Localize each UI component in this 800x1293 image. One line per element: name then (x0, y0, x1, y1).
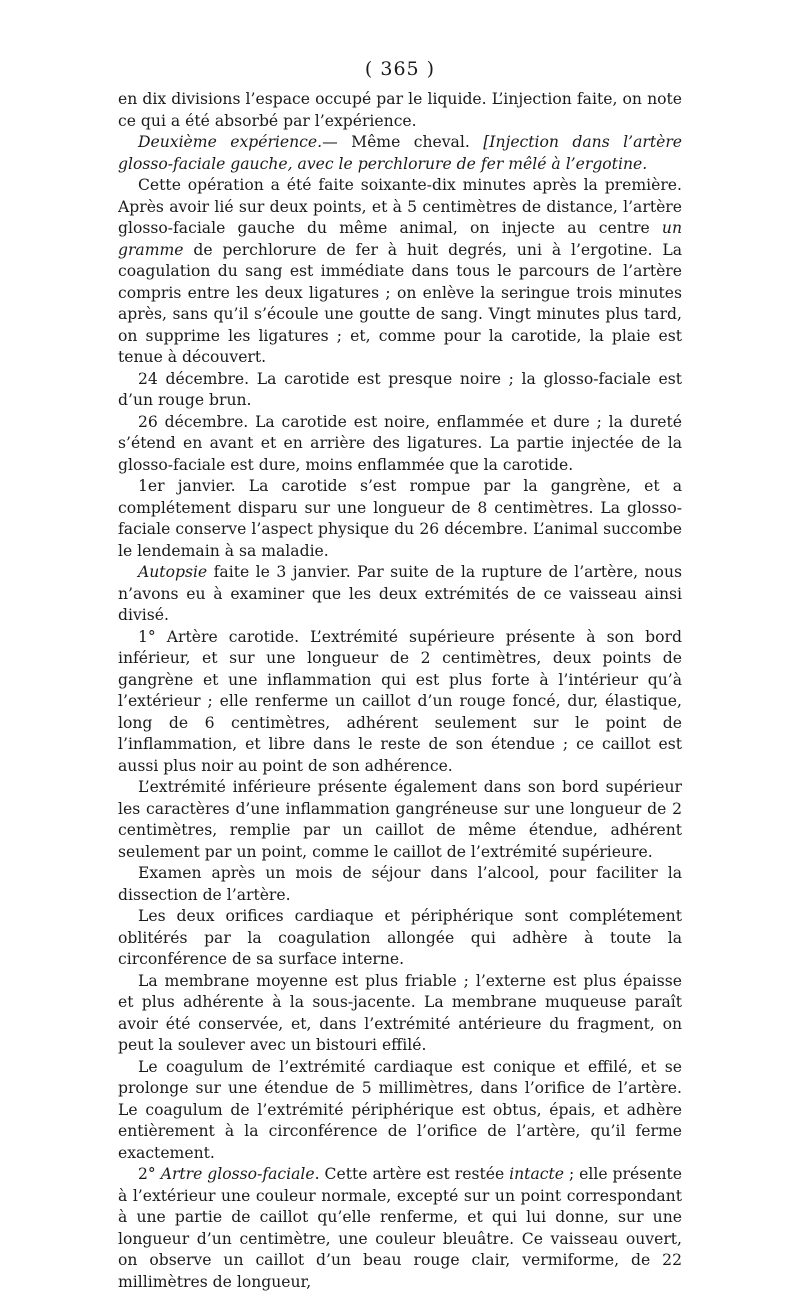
text-run: faite le 3 janvier. Par suite de la rupture de l’artère, nous n’avons eu à examiner que les deux extrémités de ce vaisseau ainsi divisé. (118, 563, 682, 624)
text-run: Le coagulum de l’extrémité cardiaque est conique et effilé, et se prolonge sur une étendue de 5 millimètres, dans l’orifice de l’artère. Le coagulum de l’extrémité périphérique est obtus, épais, et adhère entièrement à la circonférence de l’orifice de l’artère, qu’il ferme exactement. (118, 1057, 682, 1162)
text-run: Les deux orifices cardiaque et périphérique sont complétement oblitérés par la coagulation allongée qui adhère à toute la circonférence de sa surface interne. (118, 907, 682, 968)
paragraph (118, 971, 682, 1057)
paragraph (118, 562, 682, 627)
text-run: L’extrémité inférieure présente également dans son bord supérieur les caractères d’une inflammation gangréneuse sur une longueur de 2 centimètres, remplie par un caillot de même étendue, adhérent seulement par un point, comme le caillot de l’extrémité supérieure. (118, 778, 682, 861)
paragraph (118, 906, 682, 971)
italic-text: un gramme (118, 219, 682, 259)
paragraph (118, 476, 682, 562)
italic-text: [Injection dans l’artère glosso-faciale gauche, avec le perchlorure de fer mêlé à l’ergotine. (118, 133, 682, 173)
text-run: La membrane moyenne est plus friable ; l’externe est plus épaisse et plus adhérente à la sous-jacente. La membrane muqueuse paraît avoir été conservée, et, dans l’extrémité antérieure du fragment, on peut la soulever avec un bistouri effilé. (118, 971, 682, 1054)
text-run: de perchlorure de fer à huit degrés, uni à l’ergotine. La coagulation du sang est immédiate dans tous le parcours de l’artère compris entre les deux ligatures ; on enlève la seringue trois minutes après, sans qu’il s’écoule une goutte de sang. Vingt minutes plus tard, on supprime les ligatures ; et, comme pour la carotide, la plaie est tenue à découvert. (118, 240, 682, 366)
body-text (118, 89, 682, 1293)
text-run: — Même cheval. (322, 133, 484, 151)
text-run: ; elle présente à l’extérieur une couleur normale, excepté sur un point correspondant à une partie de caillot qu’elle renferme, et qui lui donne, sur une longueur d’un centimètre, une couleur bleuâtre. Ce vaisseau ouvert, on observe un caillot d’un beau rouge clair, vermiforme, de 22 millimètres de longueur, (118, 1165, 682, 1291)
italic-text: Autopsie (138, 563, 208, 581)
paragraph (118, 1057, 682, 1165)
text-run: en dix divisions l’espace occupé par le liquide. L’injection faite, on note ce qui a été absorbé par l’expérience. (118, 90, 682, 130)
text-run: 26 décembre. La carotide est noire, enflammée et dure ; la dureté s’étend en avant et en arrière des ligatures. La partie injectée de la glosso-faciale est dure, moins enflammée que la carotide. (118, 412, 682, 474)
italic-text: Deuxième expérience. (138, 133, 323, 151)
text-run: 1° Artère carotide. L’extrémité supérieure présente à son bord inférieur, et sur une longueur de 2 centimètres, deux points de gangrène et une inflammation qui est plus forte à l’intérieur qu’à l’extérieur ; elle renferme un caillot d’un rouge foncé, dur, élastique, long de 6 centimètres, adhérent seulement sur le point de l’inflammation, et libre dans le reste de son étendue ; ce caillot est aussi plus noir au point de son adhérence. (118, 627, 682, 775)
paragraph (118, 175, 682, 369)
page-number: ( 365 ) (364, 58, 436, 80)
text-run: 1er janvier. La carotide s’est rompue par la gangrène, et a complétement disparu sur une longueur de 8 centimètres. La glosso-faciale conserve l’aspect physique du 26 décembre. L’animal succombe le lendemain à sa maladie. (118, 477, 682, 560)
paragraph (118, 777, 682, 863)
paragraph (118, 132, 682, 175)
italic-text: intacte (509, 1165, 564, 1183)
italic-text: Artre glosso-faciale (160, 1165, 315, 1183)
paragraph (118, 412, 682, 477)
text-run: Examen après un mois de séjour dans l’alcool, pour faciliter la dissection de l’artère. (118, 864, 682, 904)
paragraph (118, 863, 682, 906)
paragraph (118, 369, 682, 412)
text-run: . Cette artère est restée (314, 1165, 510, 1183)
text-run: Cette opération a été faite soixante-dix minutes après la première. Après avoir lié sur deux points, et à 5 centimètres de distance, l’artère glosso-faciale gauche du même animal, on injecte au centre (118, 176, 682, 237)
paragraph (118, 89, 682, 132)
text-run: 2° (138, 1165, 161, 1183)
text-run: 24 décembre. La carotide est presque noire ; la glosso-faciale est d’un rouge brun. (118, 369, 682, 409)
paragraph (118, 627, 682, 778)
paragraph (118, 1164, 682, 1293)
